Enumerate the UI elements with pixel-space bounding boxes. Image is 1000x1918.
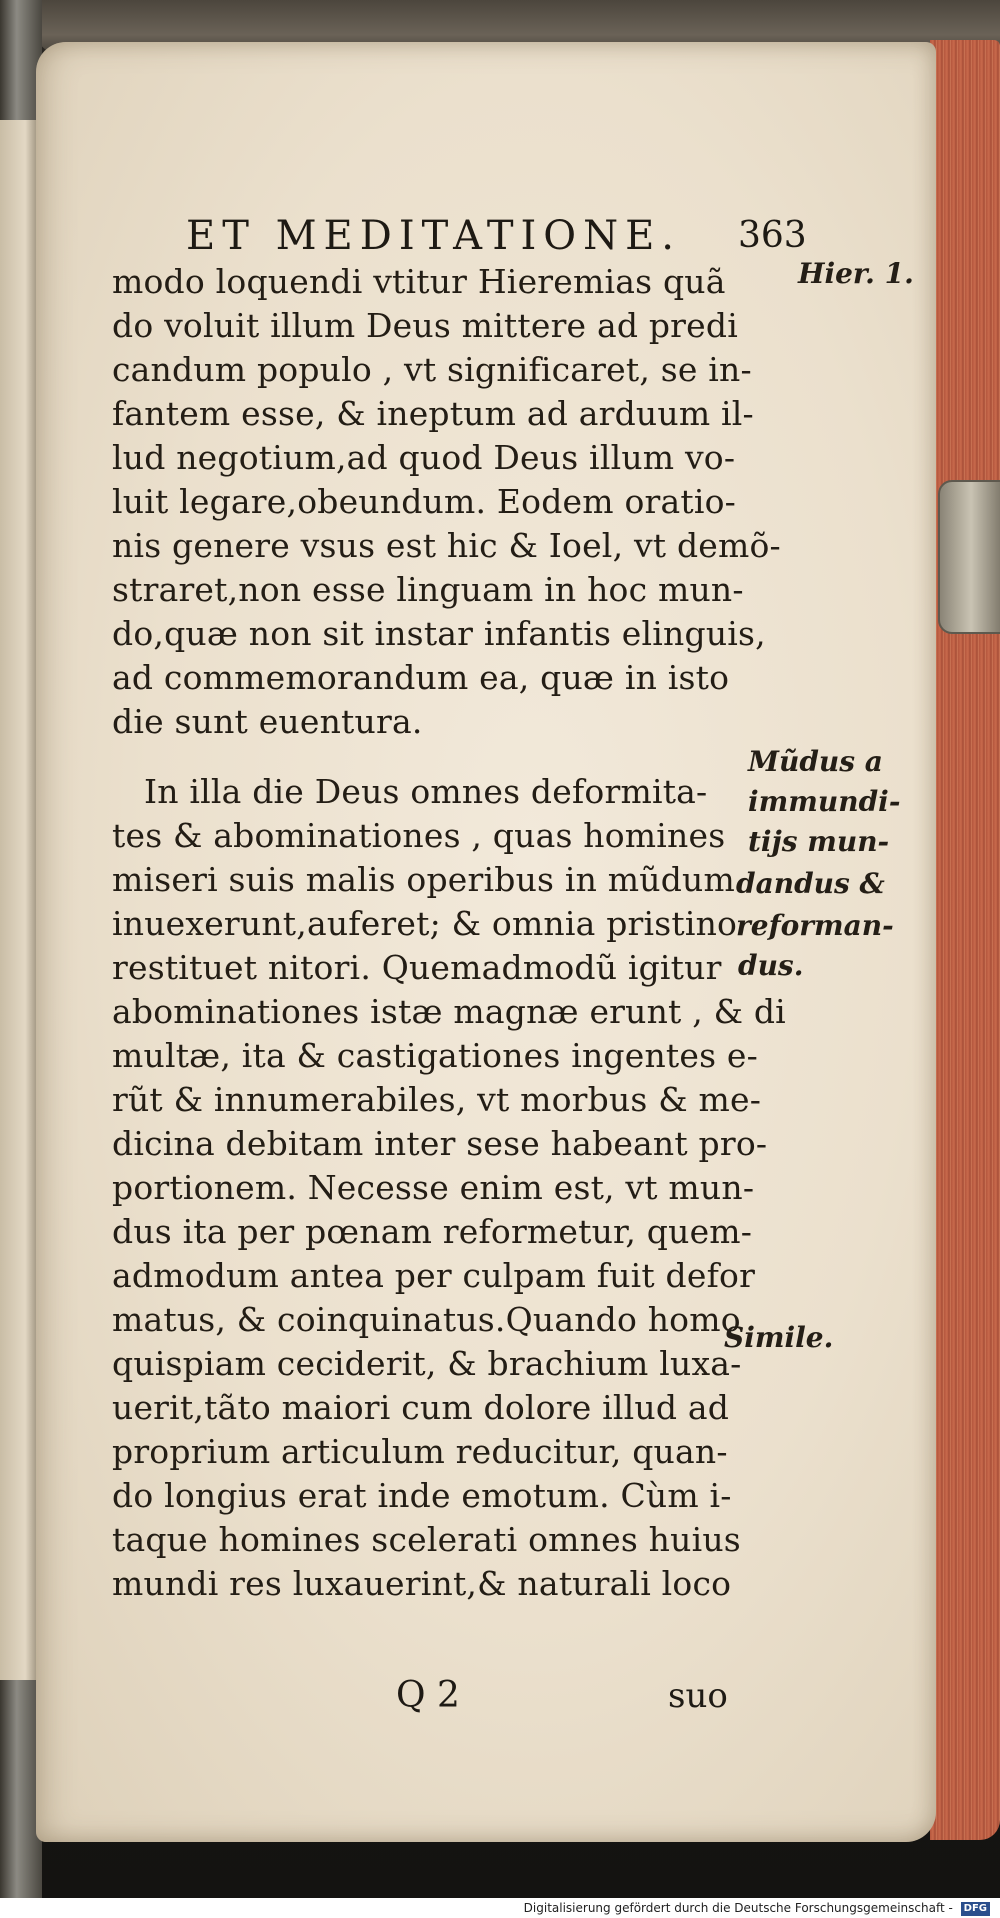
text-line: lud negotium,ad quod Deus illum vo- <box>112 438 736 477</box>
text-line: multæ, ita & castigationes ingentes e- <box>112 1036 759 1075</box>
footer-bar <box>0 1898 1000 1918</box>
text-line: tes & abominationes , quas homines <box>112 816 726 855</box>
text-line: abominationes istæ magnæ erunt , & di <box>112 992 786 1031</box>
page-number: 363 <box>738 215 807 256</box>
text-line: rũt & innumerabiles, vt morbus & me- <box>112 1080 762 1119</box>
text-line: straret,non esse linguam in hoc mun- <box>112 570 744 609</box>
book-page <box>36 42 936 1842</box>
margin-note: dus. <box>738 949 804 982</box>
text-line: taque homines scelerati omnes huius <box>112 1520 741 1559</box>
margin-note: dandus & <box>736 867 885 900</box>
text-line: luit legare,obeundum. Eodem oratio- <box>112 482 737 521</box>
text-line: dus ita per pœnam reformetur, quem- <box>112 1212 753 1251</box>
footer-credit-text: Digitalisierung gefördert durch die Deutsche Forschungsgemeinschaft - <box>523 1901 953 1915</box>
margin-note: Hier. 1. <box>798 257 914 290</box>
page-clip <box>938 480 1000 634</box>
footer-credit <box>524 1898 990 1918</box>
running-head <box>186 210 826 262</box>
text-line: die sunt euentura. <box>112 702 423 741</box>
text-line: matus, & coinquinatus.Quando homo <box>112 1300 741 1339</box>
text-line: dicina debitam inter sese habeant pro- <box>112 1124 768 1163</box>
margin-note: Mũdus a <box>748 745 883 778</box>
text-line: uerit,tãto maiori cum dolore illud ad <box>112 1388 730 1427</box>
signature-mark: Q 2 <box>396 1675 460 1716</box>
margin-note: reforman- <box>736 909 894 942</box>
margin-note: immundi- <box>748 785 901 818</box>
text-line: portionem. Necesse enim est, vt mun- <box>112 1168 755 1207</box>
facing-page-edge <box>0 120 36 1680</box>
text-line: fantem esse, & ineptum ad arduum il- <box>112 394 754 433</box>
text-line: do,quæ non sit instar infantis elinguis, <box>112 614 766 653</box>
text-line: do longius erat inde emotum. Cùm i- <box>112 1476 732 1515</box>
margin-note: tijs mun- <box>748 825 890 858</box>
text-line: inuexerunt,auferet; & omnia pristino <box>112 904 738 943</box>
text-line: do voluit illum Deus mittere ad predi <box>112 306 738 345</box>
text-line: candum populo , vt significaret, se in- <box>112 350 752 389</box>
catchword: suo <box>668 1676 728 1716</box>
text-line: admodum antea per culpam fuit defor <box>112 1256 756 1295</box>
page-edges <box>930 40 1000 1840</box>
page-foot <box>396 1670 756 1722</box>
text-line: ad commemorandum ea, quæ in isto <box>112 658 730 697</box>
text-line: nis genere vsus est hic & Ioel, vt demõ- <box>112 526 781 565</box>
text-line: quispiam ceciderit, & brachium luxa- <box>112 1344 742 1383</box>
margin-note: Simile. <box>724 1321 834 1354</box>
dfg-logo: DFG <box>961 1902 990 1916</box>
text-line: mundi res luxauerint,& naturali loco <box>112 1564 732 1603</box>
running-title: ET MEDITATIONE. <box>186 213 681 259</box>
text-line: proprium articulum reducitur, quan- <box>112 1432 728 1471</box>
paragraph-first-line: In illa die Deus omnes deformita- <box>144 772 708 811</box>
text-line: restituet nitori. Quemadmodũ igitur <box>112 948 722 987</box>
text-line: modo loquendi vtitur Hieremias quã <box>112 262 726 301</box>
text-line: miseri suis malis operibus in mũdum <box>112 860 735 899</box>
